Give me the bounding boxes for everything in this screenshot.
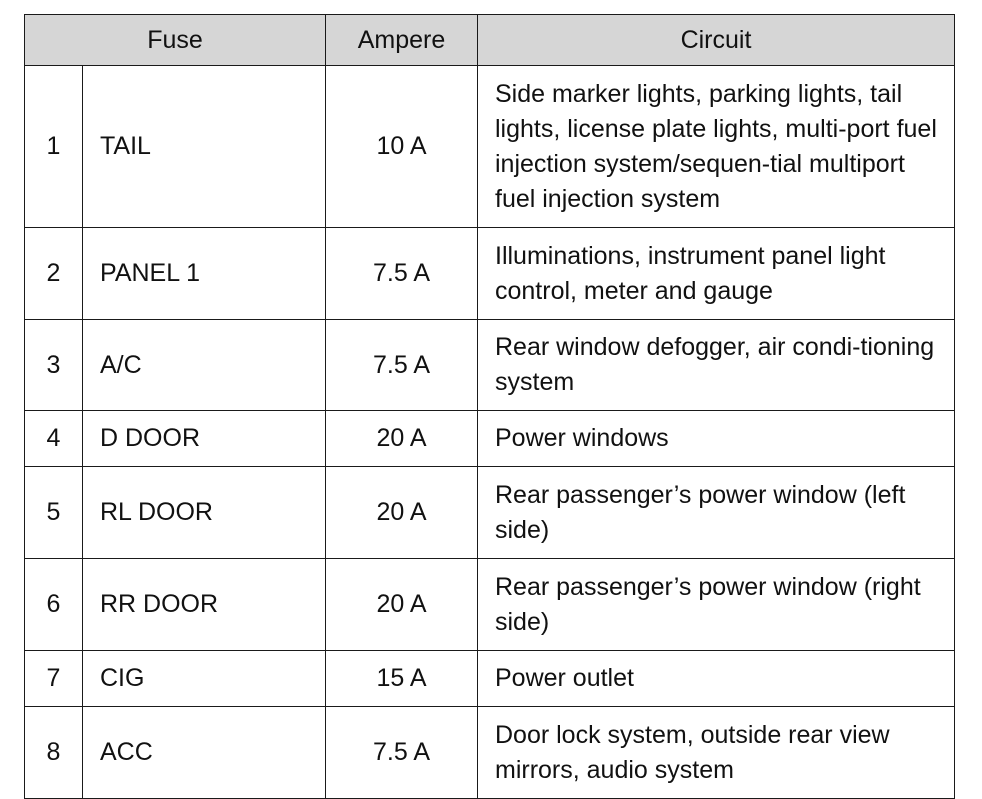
fuse-name: RL DOOR [83,467,326,559]
table-header [25,15,955,66]
fuse-circuit: Side marker lights, parking lights, tail lights, license plate lights, multi-port fuel injection system/sequen-tial multiport fuel injection system [478,66,955,228]
table-row [25,228,955,320]
fuse-name: CIG [83,651,326,707]
fuse-number: 8 [25,707,83,799]
fuse-number: 5 [25,467,83,559]
fuse-circuit: Rear passenger’s power window (left side) [478,467,955,559]
header-row [25,15,955,66]
fuse-ampere: 20 A [326,559,478,651]
fuse-name: D DOOR [83,411,326,467]
table-row [25,411,955,467]
fuse-circuit: Illuminations, instrument panel light control, meter and gauge [478,228,955,320]
fuse-ampere: 10 A [326,66,478,228]
fuse-ampere: 7.5 A [326,320,478,411]
fuse-number: 4 [25,411,83,467]
table-row [25,559,955,651]
table-row [25,66,955,228]
fuse-name: ACC [83,707,326,799]
table-row [25,707,955,799]
fuse-circuit: Rear window defogger, air condi-tioning system [478,320,955,411]
fuse-ampere: 15 A [326,651,478,707]
fuse-number: 6 [25,559,83,651]
fuse-ampere: 7.5 A [326,228,478,320]
fuse-number: 7 [25,651,83,707]
fuse-circuit: Power outlet [478,651,955,707]
fuse-number: 1 [25,66,83,228]
header-circuit: Circuit [478,15,955,66]
fuse-circuit: Power windows [478,411,955,467]
fuse-ampere: 20 A [326,467,478,559]
header-ampere: Ampere [326,15,478,66]
fuse-number: 3 [25,320,83,411]
fuse-ampere: 7.5 A [326,707,478,799]
fuse-number: 2 [25,228,83,320]
table-row [25,320,955,411]
fuse-name: A/C [83,320,326,411]
table-row [25,651,955,707]
fuse-table [24,14,955,799]
fuse-ampere: 20 A [326,411,478,467]
fuse-name: TAIL [83,66,326,228]
header-fuse: Fuse [25,15,326,66]
fuse-circuit: Rear passenger’s power window (right side) [478,559,955,651]
fuse-circuit: Door lock system, outside rear view mirrors, audio system [478,707,955,799]
table-body [25,66,955,799]
fuse-name: PANEL 1 [83,228,326,320]
fuse-name: RR DOOR [83,559,326,651]
table-row [25,467,955,559]
